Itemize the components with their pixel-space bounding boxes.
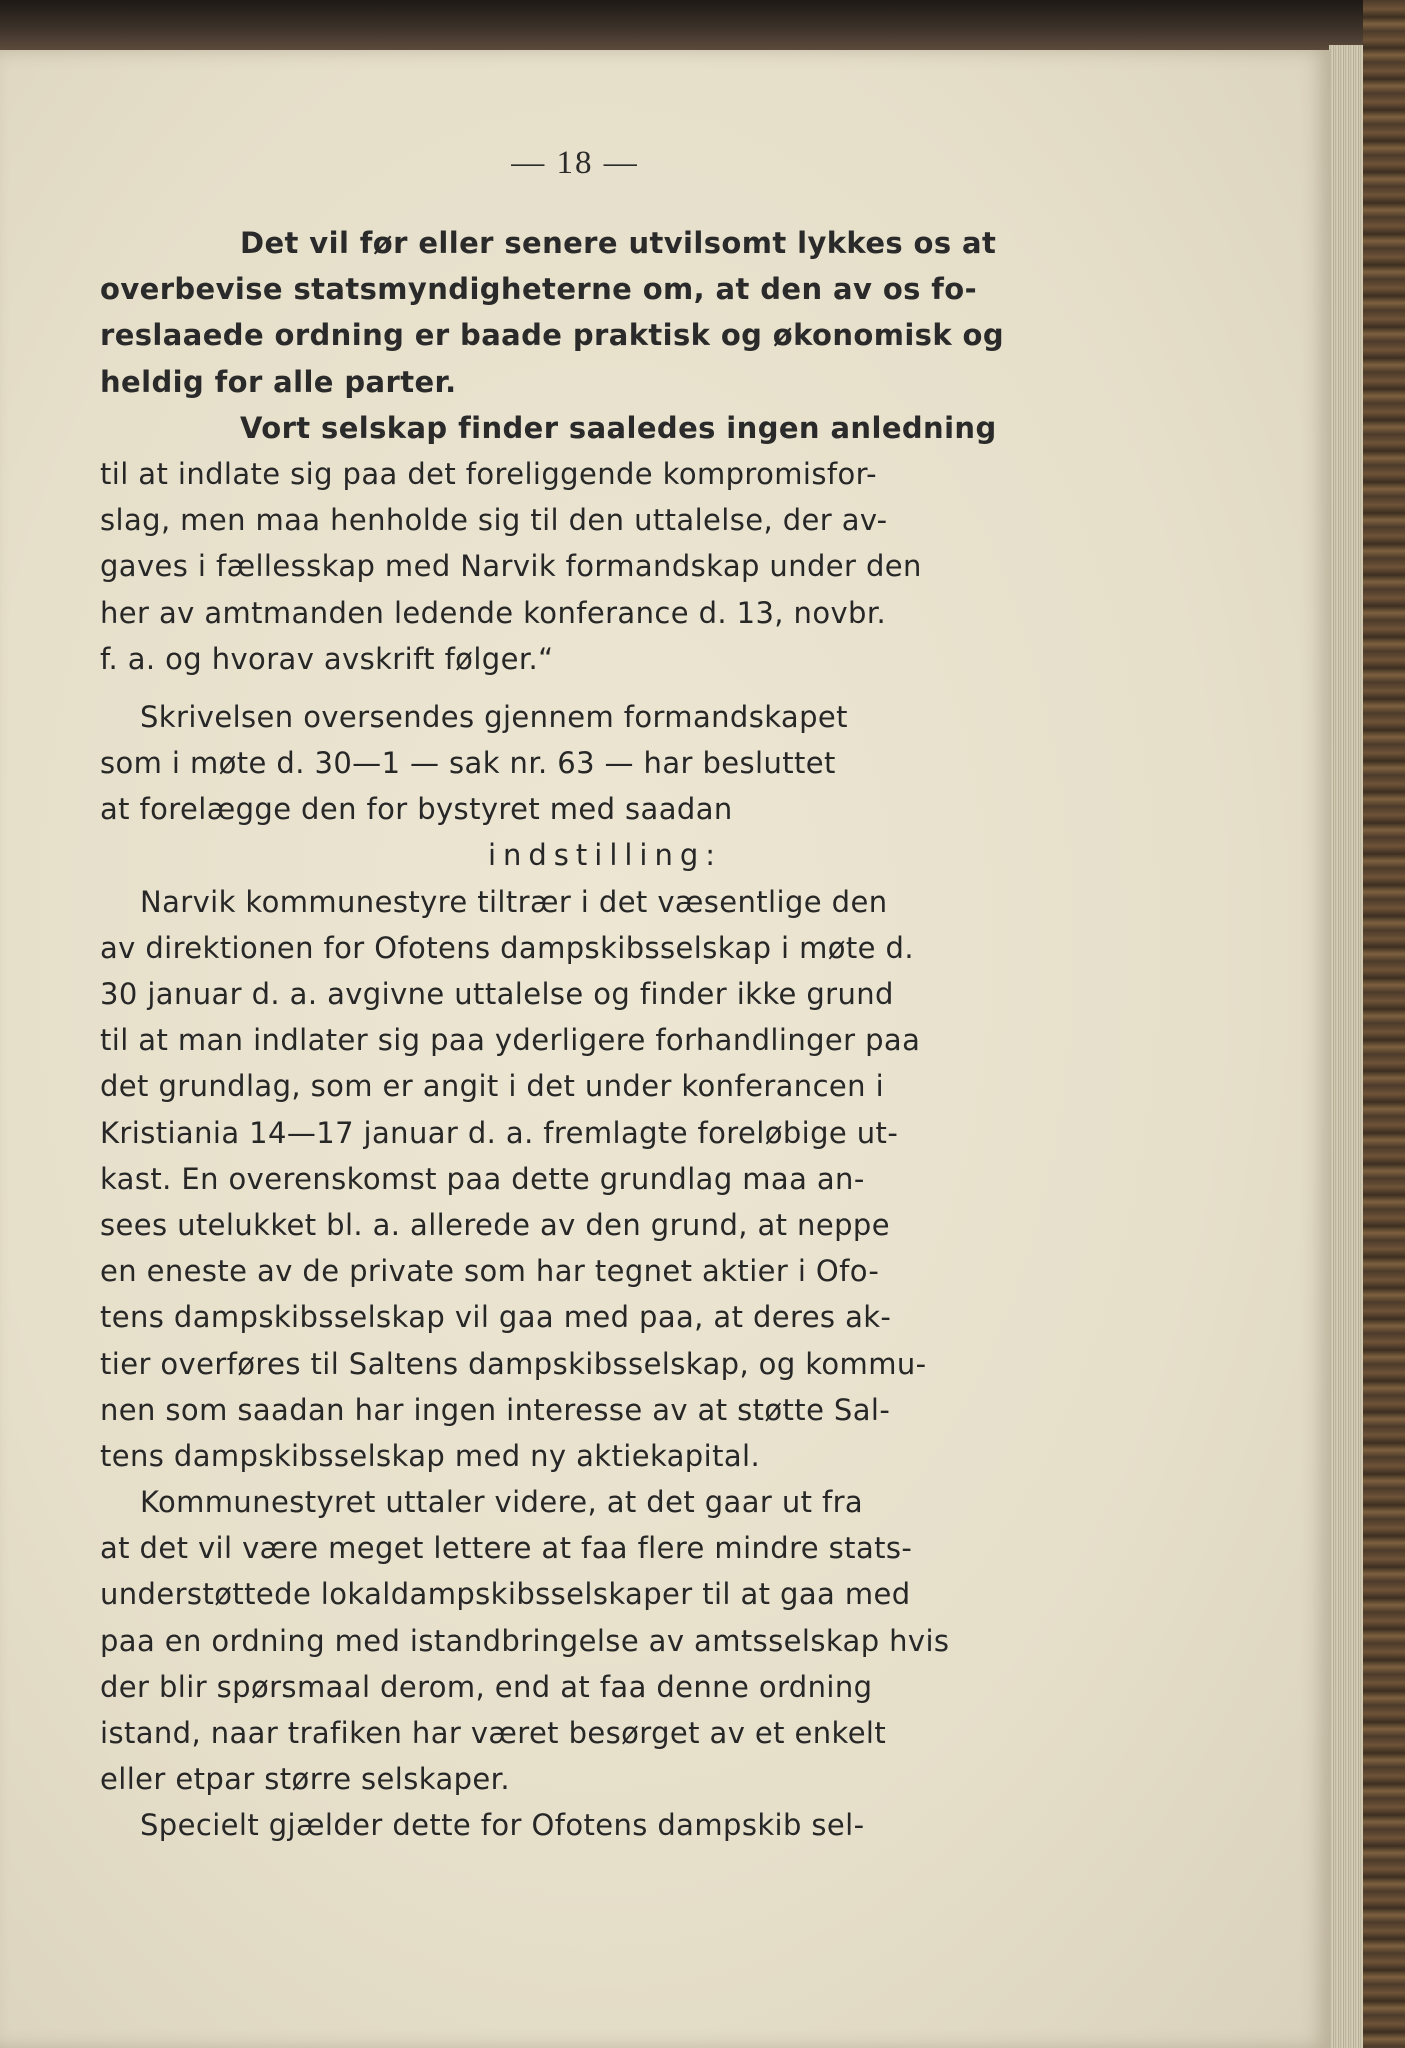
text-line: tens dampskibsselskap vil gaa med paa, at deres ak-: [100, 1300, 892, 1335]
text-line: sees utelukket bl. a. allerede av den grund, at neppe: [100, 1207, 890, 1242]
text-line: kast. En overenskomst paa dette grundlag maa an-: [100, 1161, 865, 1196]
text-line: f. a. og hvorav avskrift følger.“: [100, 641, 554, 676]
page-text: [100, 220, 1050, 1849]
text-line: Kristiania 14—17 januar d. a. fremlagte foreløbige ut-: [100, 1115, 899, 1150]
text-line: som i møte d. 30—1 — sak nr. 63 — har besluttet: [100, 746, 836, 781]
text-line: gaves i fællesskap med Narvik formandskap under den: [100, 549, 922, 584]
text-line: av direktionen for Ofotens dampskibsselskap i møte d.: [100, 930, 914, 965]
section-heading: indstilling:: [487, 838, 723, 873]
text-line: til at indlate sig paa det foreliggende kompromisfor-: [100, 456, 877, 491]
text-line: tier overføres til Saltens dampskibsselskap, og kommu-: [100, 1346, 927, 1381]
text-line: der blir spørsmaal derom, end at faa denne ordning: [100, 1669, 873, 1704]
text-line: en eneste av de private som har tegnet aktier i Ofo-: [100, 1254, 880, 1289]
text-line: heldig for alle parter.: [100, 364, 457, 399]
text-line: Skrivelsen oversendes gjennem formandskapet: [140, 699, 848, 734]
text-line: at det vil være meget lettere at faa flere mindre stats-: [100, 1531, 913, 1566]
text-line: 30 januar d. a. avgivne uttalelse og finder ikke grund: [100, 977, 894, 1011]
text-line: her av amtmanden ledende konferance d. 13, novbr.: [100, 595, 887, 630]
page-number: — 18 —: [511, 145, 639, 181]
text-line: paa en ordning med istandbringelse av amtsselskap hvis: [100, 1623, 950, 1658]
text-line: Det vil før eller senere utvilsomt lykkes os at: [240, 226, 997, 260]
text-line: Specielt gjælder dette for Ofotens dampskib sel-: [140, 1808, 865, 1843]
text-line: understøttede lokaldampskibsselskaper til at gaa med: [100, 1577, 911, 1612]
text-line: istand, naar trafiken har været besørget av et enkelt: [100, 1716, 887, 1750]
text-line: overbevise statsmyndigheterne om, at den av os fo-: [100, 272, 978, 307]
text-line: til at man indlater sig paa yderligere forhandlinger paa: [100, 1023, 921, 1058]
text-line: Vort selskap finder saaledes ingen anledning: [240, 410, 997, 445]
book-page: [0, 50, 1330, 2048]
text-line: reslaaede ordning er baade praktisk og økonomisk og: [100, 318, 1005, 353]
text-line: slag, men maa henholde sig til den uttalelse, der av-: [100, 503, 888, 538]
text-line: nen som saadan har ingen interesse av at støtte Sal-: [100, 1392, 891, 1427]
paragraph-gap: [100, 682, 1050, 694]
text-line: Kommunestyret uttaler videre, at det gaar ut fra: [140, 1485, 864, 1520]
book-cover-edge: [1363, 0, 1405, 2048]
text-line: eller etpar større selskaper.: [100, 1762, 510, 1797]
text-line: at forelægge den for bystyret med saadan: [100, 792, 733, 827]
text-line: det grundlag, som er angit i det under konferancen i: [100, 1069, 885, 1104]
page-stack-edge: [1329, 45, 1363, 2048]
text-line: Narvik kommunestyre tiltrær i det væsentlige den: [140, 884, 888, 919]
text-line: tens dampskibsselskap med ny aktiekapital.: [100, 1438, 761, 1473]
